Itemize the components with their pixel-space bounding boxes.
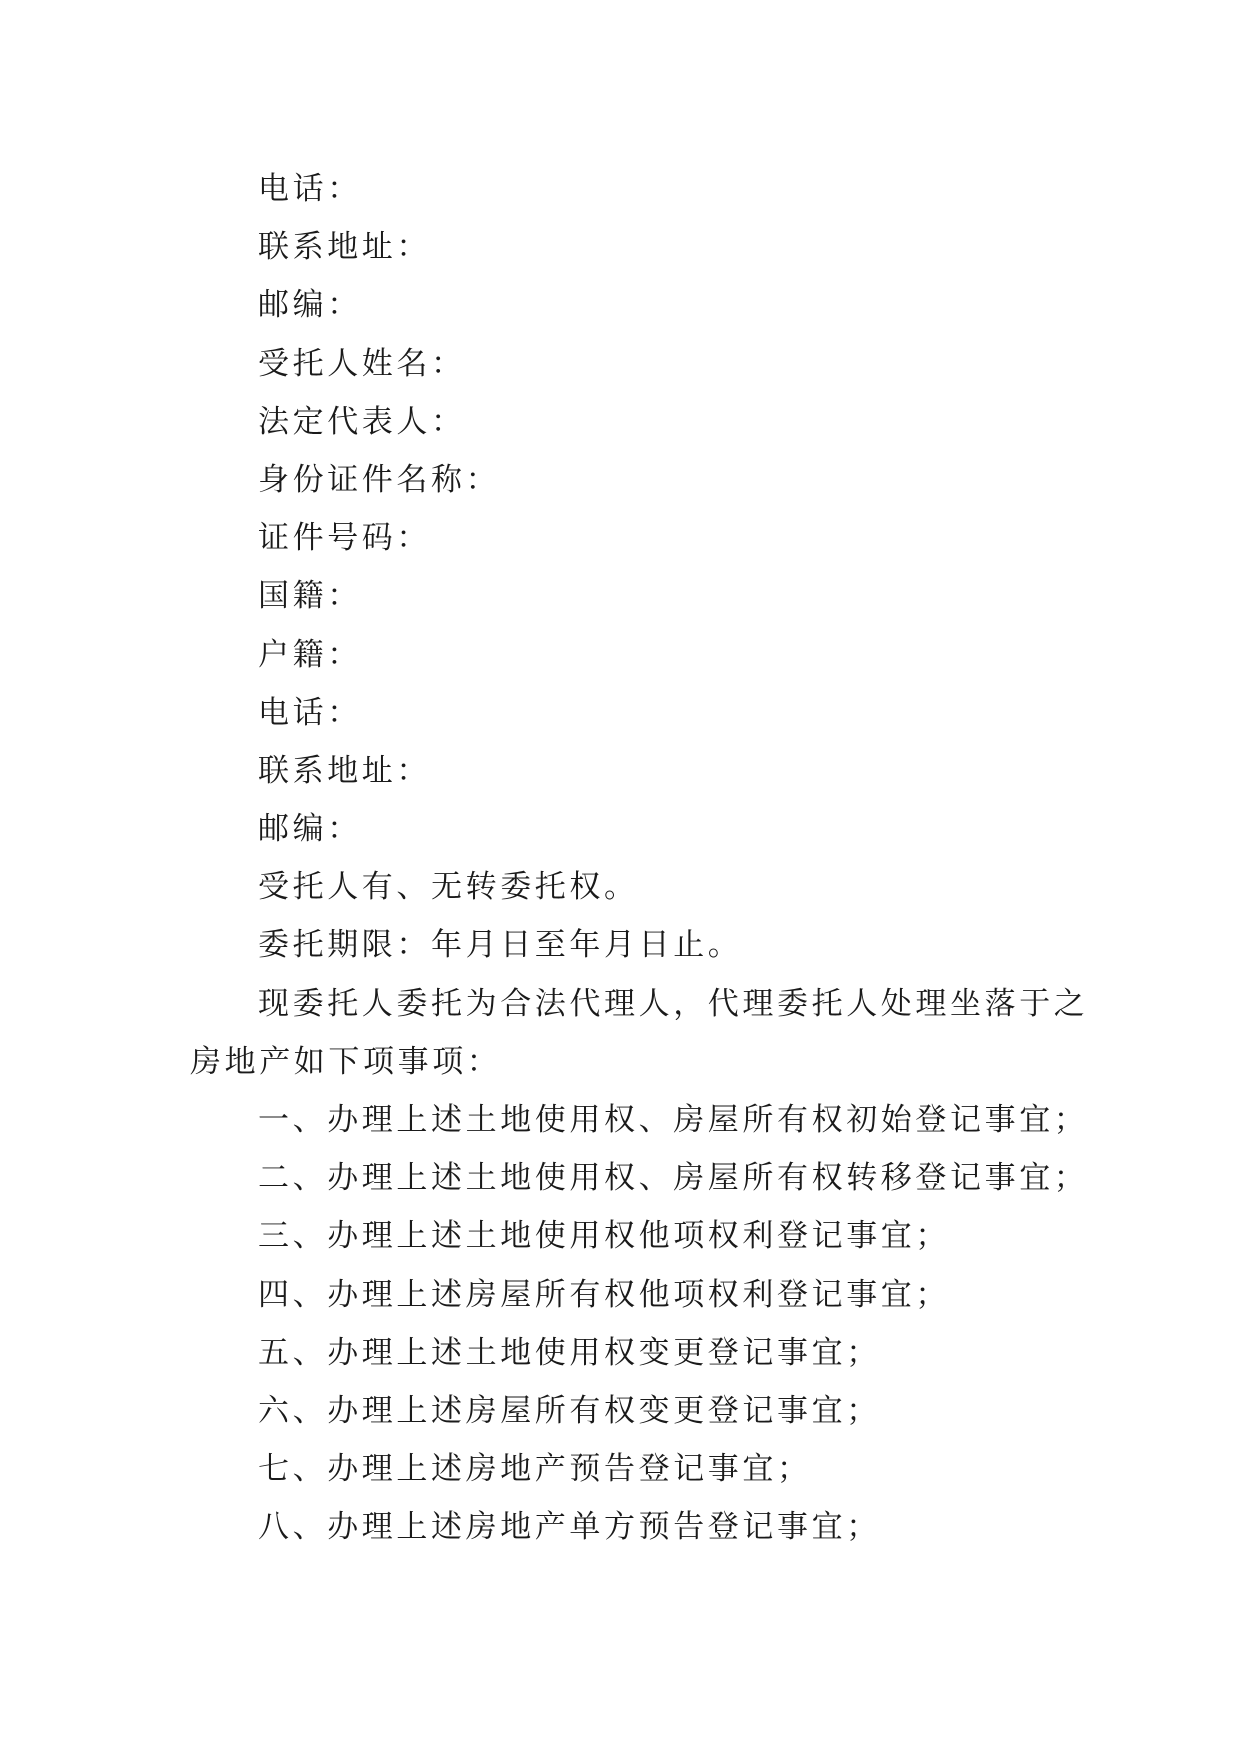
field-agent-postcode: 邮编： — [258, 811, 362, 848]
document-body — [190, 160, 1089, 1557]
field-postcode: 邮编： — [258, 287, 362, 324]
list-item: 五、办理上述土地使用权变更登记事宜； — [258, 1334, 881, 1371]
list-item: 二、办理上述土地使用权、房屋所有权转移登记事宜； — [258, 1160, 1089, 1197]
delegation-period: 委托期限：年月日至年月日止。 — [258, 927, 743, 964]
field-agent-name: 受托人姓名： — [258, 345, 466, 382]
field-agent-phone: 电话： — [258, 694, 362, 731]
field-agent-address: 联系地址： — [258, 752, 431, 789]
list-item: 四、办理上述房屋所有权他项权利登记事宜； — [258, 1276, 950, 1313]
list-item: 七、办理上述房地产预告登记事宜； — [258, 1451, 812, 1488]
field-nationality: 国籍： — [258, 578, 362, 615]
field-household-registration: 户籍： — [258, 636, 362, 673]
list-item: 八、办理上述房地产单方预告登记事宜； — [258, 1509, 881, 1546]
field-phone: 电话： — [258, 171, 362, 207]
paragraph-line-1: 现委托人委托为合法代理人，代理委托人处理坐落于之 — [258, 985, 1089, 1022]
field-id-type: 身份证件名称： — [258, 461, 501, 498]
field-legal-representative: 法定代表人： — [258, 403, 466, 440]
field-address: 联系地址： — [258, 229, 431, 266]
field-id-number: 证件号码： — [258, 520, 431, 557]
list-item: 六、办理上述房屋所有权变更登记事宜； — [258, 1392, 881, 1429]
sub-delegation-clause: 受托人有、无转委托权。 — [258, 869, 639, 906]
paragraph-line-2: 房地产如下项事项： — [190, 1043, 502, 1080]
list-item: 三、办理上述土地使用权他项权利登记事宜； — [258, 1218, 950, 1255]
list-item: 一、办理上述土地使用权、房屋所有权初始登记事宜； — [258, 1102, 1089, 1138]
